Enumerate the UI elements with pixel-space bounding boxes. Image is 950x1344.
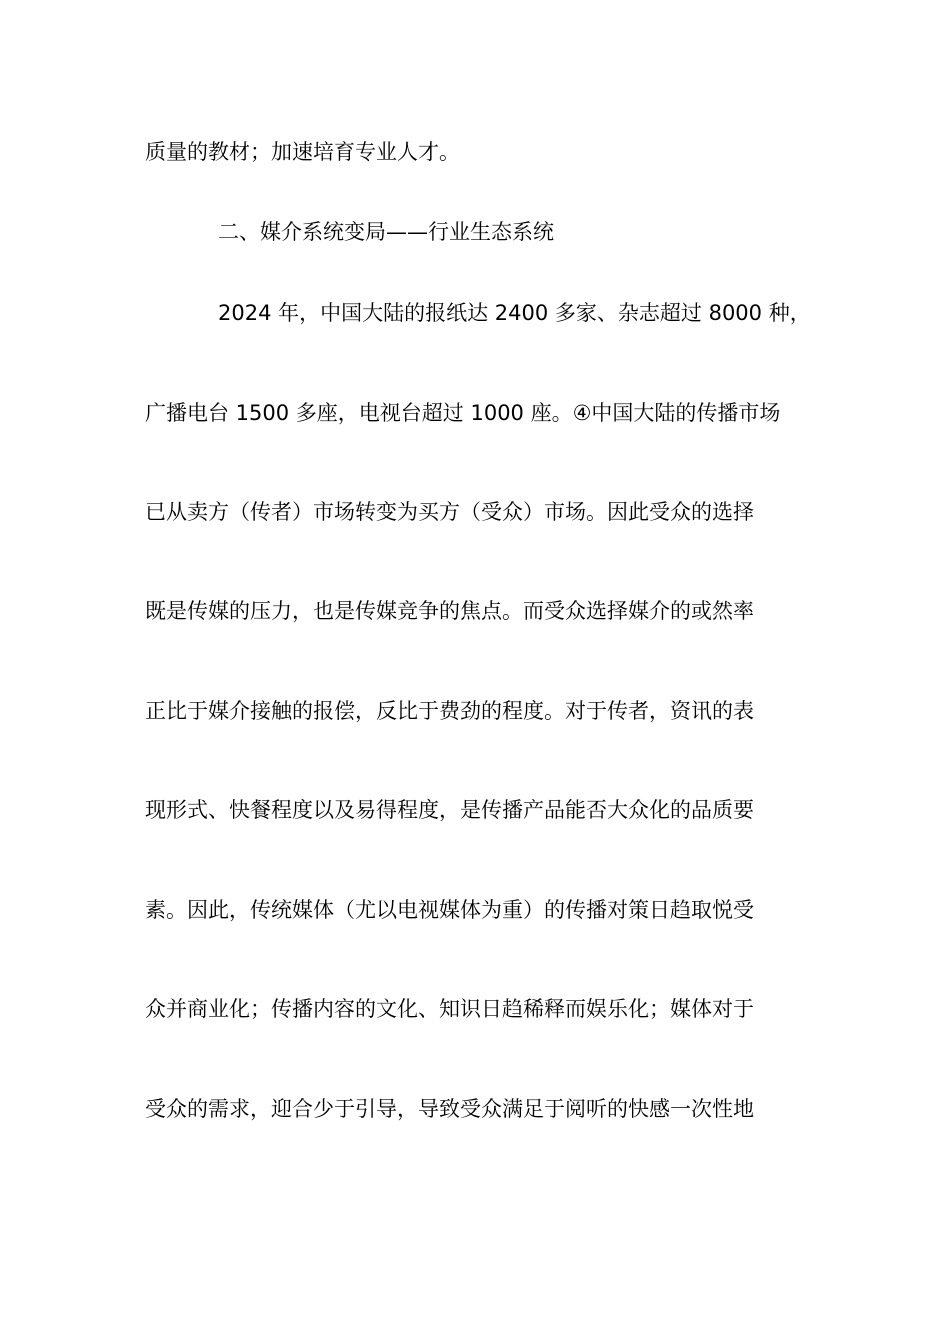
paragraph-line: 受众的需求，迎合少于引导，导致受众满足于阅听的快感一次性地: [145, 1097, 754, 1121]
paragraph-line: 既是传媒的压力，也是传媒竞争的焦点。而受众选择媒介的或然率: [145, 599, 754, 623]
paragraph-line: 已从卖方（传者）市场转变为买方（受众）市场。因此受众的选择: [145, 500, 754, 524]
paragraph-line: 众并商业化；传播内容的文化、知识日趋稀释而娱乐化；媒体对于: [145, 997, 754, 1021]
paragraph-line: 质量的教材；加速培育专业人才。: [145, 140, 460, 164]
paragraph-line: 2024 年，中国大陆的报纸达 2400 多家、杂志超过 8000 种，: [218, 301, 811, 325]
paragraph-line: 现形式、快餐程度以及易得程度，是传播产品能否大众化的品质要: [145, 798, 754, 822]
section-heading: 二、媒介系统变局——行业生态系统: [218, 220, 554, 244]
paragraph-line: 广播电台 1500 多座，电视台超过 1000 座。④中国大陆的传播市场: [145, 401, 781, 425]
paragraph-line: 正比于媒介接触的报偿，反比于费劲的程度。对于传者，资讯的表: [145, 699, 754, 723]
paragraph-line: 素。因此，传统媒体（尤以电视媒体为重）的传播对策日趋取悦受: [145, 898, 754, 922]
